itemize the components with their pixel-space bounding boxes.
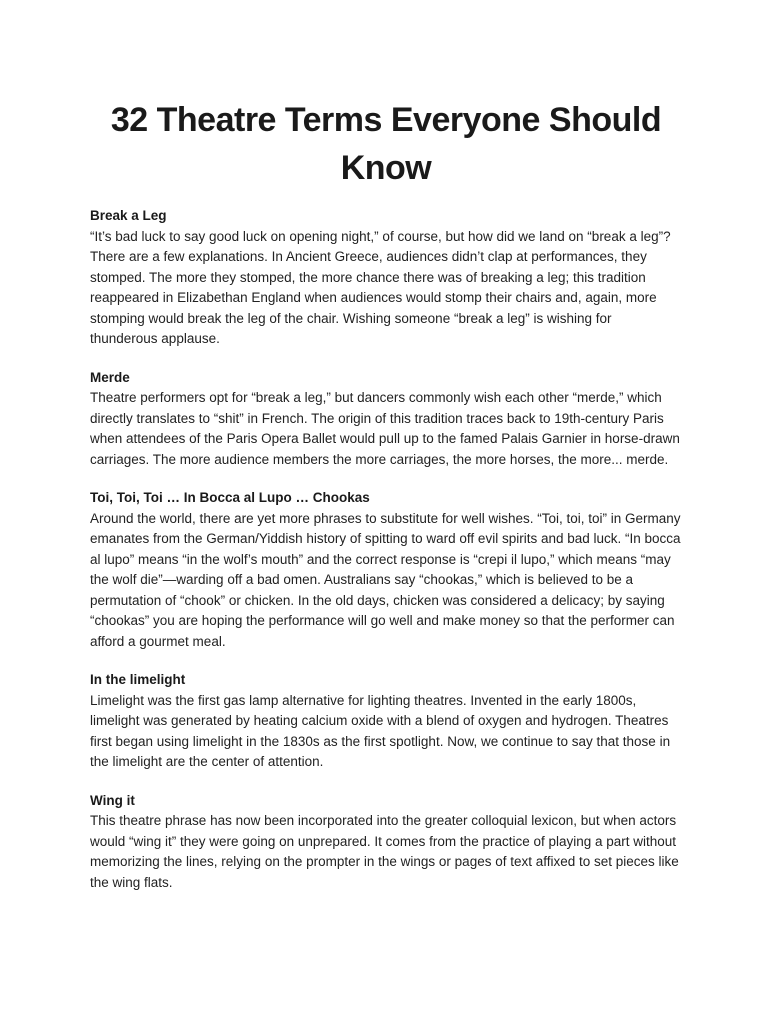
page-title: 32 Theatre Terms Everyone Should Know — [110, 101, 662, 187]
term-section-toi-toi-toi — [90, 488, 682, 652]
term-section-in-the-limelight — [90, 670, 682, 773]
term-heading: Merde — [90, 369, 130, 385]
term-section-merde — [90, 368, 682, 471]
term-description: “It’s bad luck to say good luck on opening night,” of course, but how did we land on “break a leg”? There are a few explanations. In Ancient Greece, audiences didn’t clap at performances, they stomped. The more they stomped, the more chance there was of breaking a leg; this tradition reappeared in Elizabethan England when audiences would stomp their chairs and, again, more stomping would break the leg of the chair. Wishing someone “break a leg” is wishing for thunderous applause. — [90, 228, 671, 346]
document-page — [90, 96, 682, 911]
term-heading: Toi, Toi, Toi … In Bocca al Lupo … Chookas — [90, 490, 370, 505]
term-section-break-a-leg — [90, 206, 682, 350]
term-heading: In the limelight — [90, 672, 186, 687]
term-description: Limelight was the first gas lamp alternative for lighting theatres. Invented in the early 1800s, limelight was generated by heating calcium oxide with a blend of oxygen and hydrogen. Theatres first began using limelight in the 1830s as the first spotlight. Now, we continue to say that those in the limelight are the center of attention. — [90, 692, 671, 769]
term-section-wing-it — [90, 791, 682, 894]
term-heading: Break a Leg — [90, 208, 167, 223]
term-description: This theatre phrase has now been incorporated into the greater colloquial lexicon, but when actors would “wing it” they were going on unprepared. It comes from the practice of playing a part without memorizing the lines, relying on the prompter in the wings or pages of text affixed to set pieces like the wing flats. — [90, 813, 679, 890]
term-description: Theatre performers opt for “break a leg,” but dancers commonly wish each other “merde,” which directly translates to “shit” in French. The origin of this tradition traces back to 19th-century Paris when attendees of the Paris Opera Ballet would pull up to the famed Palais Garnier in horse-drawn carriages. The more audience members the more carriages, the more horses, the more... merde. — [90, 390, 680, 467]
term-heading: Wing it — [90, 792, 135, 808]
term-description: Around the world, there are yet more phrases to substitute for well wishes. “Toi, toi, toi” in Germany emanates from the German/Yiddish history of spitting to ward off evil spirits and bad luck. “In bocca al lupo” means “in the wolf’s mouth” and the correct response is “crepi il lupo,” which means “may the wolf die”—warding off a bad omen. Australians say “chookas,” which is believed to be a permutation of “chook” or chicken. In the old days, chicken was considered a delicacy; by saying “chookas” you are hoping the performance will go well and make money so that the performer can afford a gourmet meal. — [90, 510, 681, 649]
